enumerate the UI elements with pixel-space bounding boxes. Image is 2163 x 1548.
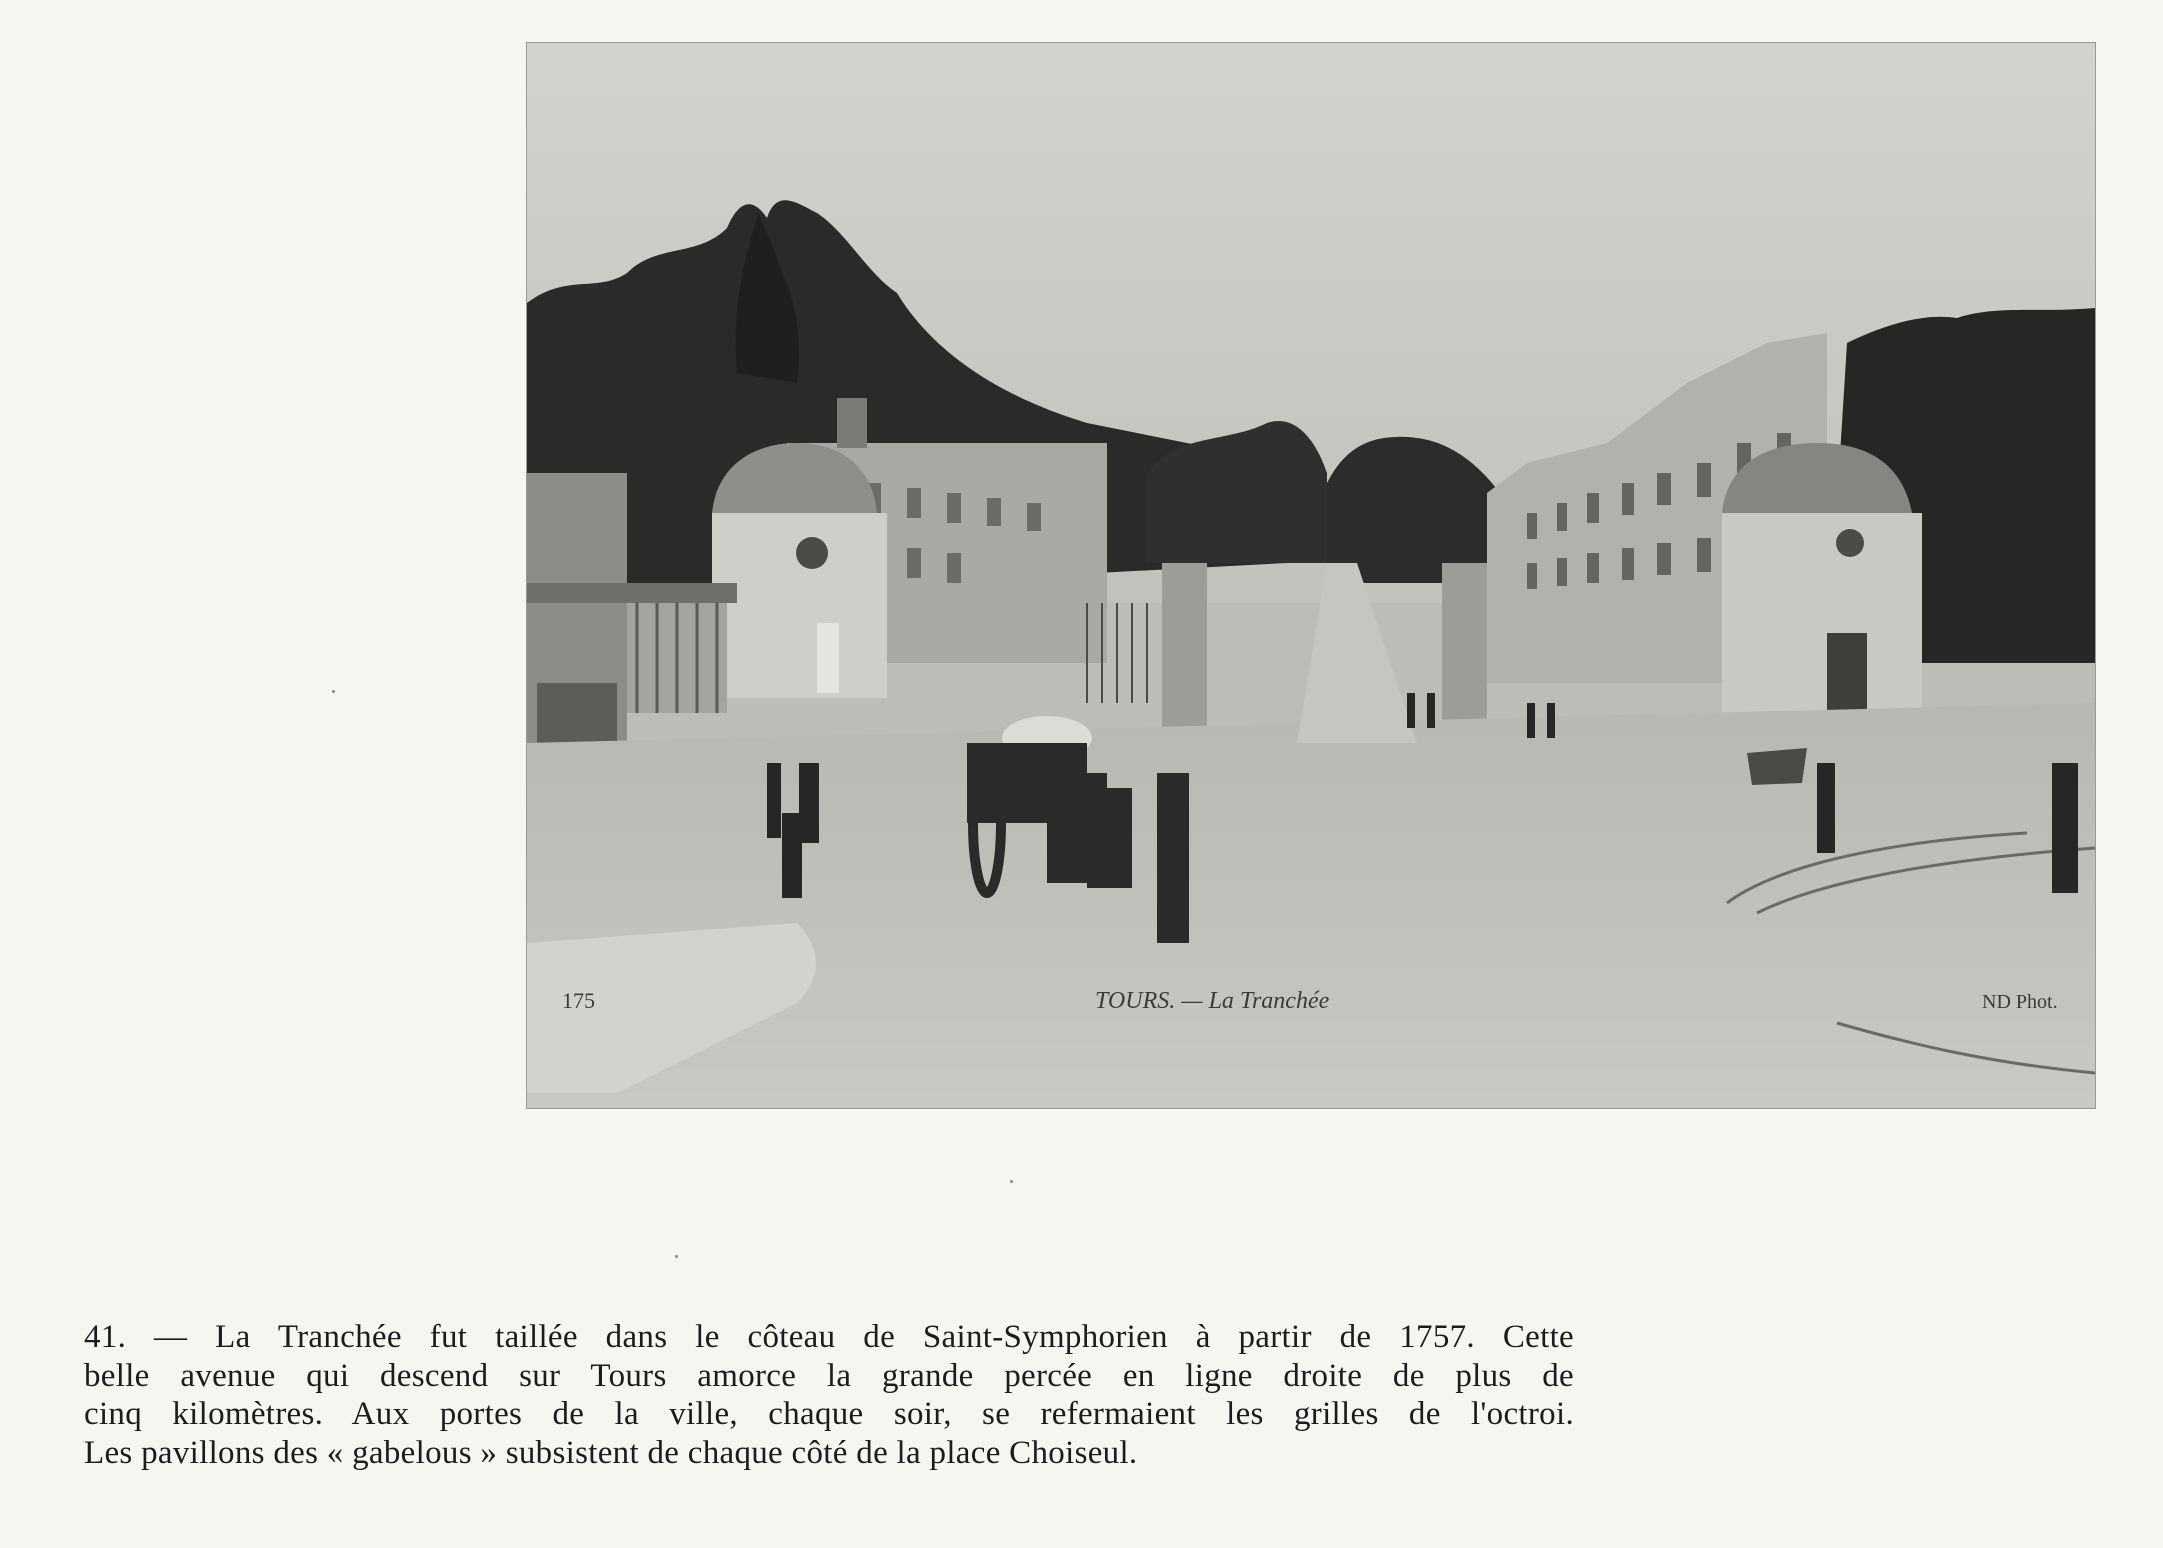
right-pavilion — [1722, 513, 1922, 723]
postcard-title: TOURS. — La Tranchée — [1095, 988, 1330, 1014]
road — [527, 703, 2095, 1108]
street-scene-image — [527, 43, 2095, 1108]
postcard-number: 175 — [562, 988, 595, 1013]
left-gate-pillar — [1162, 563, 1207, 743]
caption-line: cinq kilomètres. Aux portes de la ville, chaque soir, se refermaient les grilles de l'octroi. — [84, 1396, 1574, 1432]
caption-line: 41. — La Tranchée fut taillée dans le côteau de Saint-Symphorien à partir de 1757. Cette — [84, 1319, 1574, 1355]
historical-postcard-photo — [527, 43, 2095, 1108]
publisher-mark: ND Phot. — [1982, 991, 2058, 1013]
paper-speck — [332, 690, 335, 693]
left-pavilion-chimney — [837, 398, 867, 448]
left-pavilion — [712, 513, 887, 698]
figure-caption — [84, 1318, 1574, 1472]
right-gate-pillar — [1442, 563, 1487, 733]
paper-speck — [1010, 1180, 1013, 1183]
paper-speck — [675, 1255, 678, 1258]
caption-line: Les pavillons des « gabelous » subsistent de chaque côté de la place Choiseul. — [84, 1434, 1138, 1471]
caption-line: belle avenue qui descend sur Tours amorce la grande percée en ligne droite de plus de — [84, 1357, 1574, 1394]
hand-cart — [1747, 748, 1807, 785]
